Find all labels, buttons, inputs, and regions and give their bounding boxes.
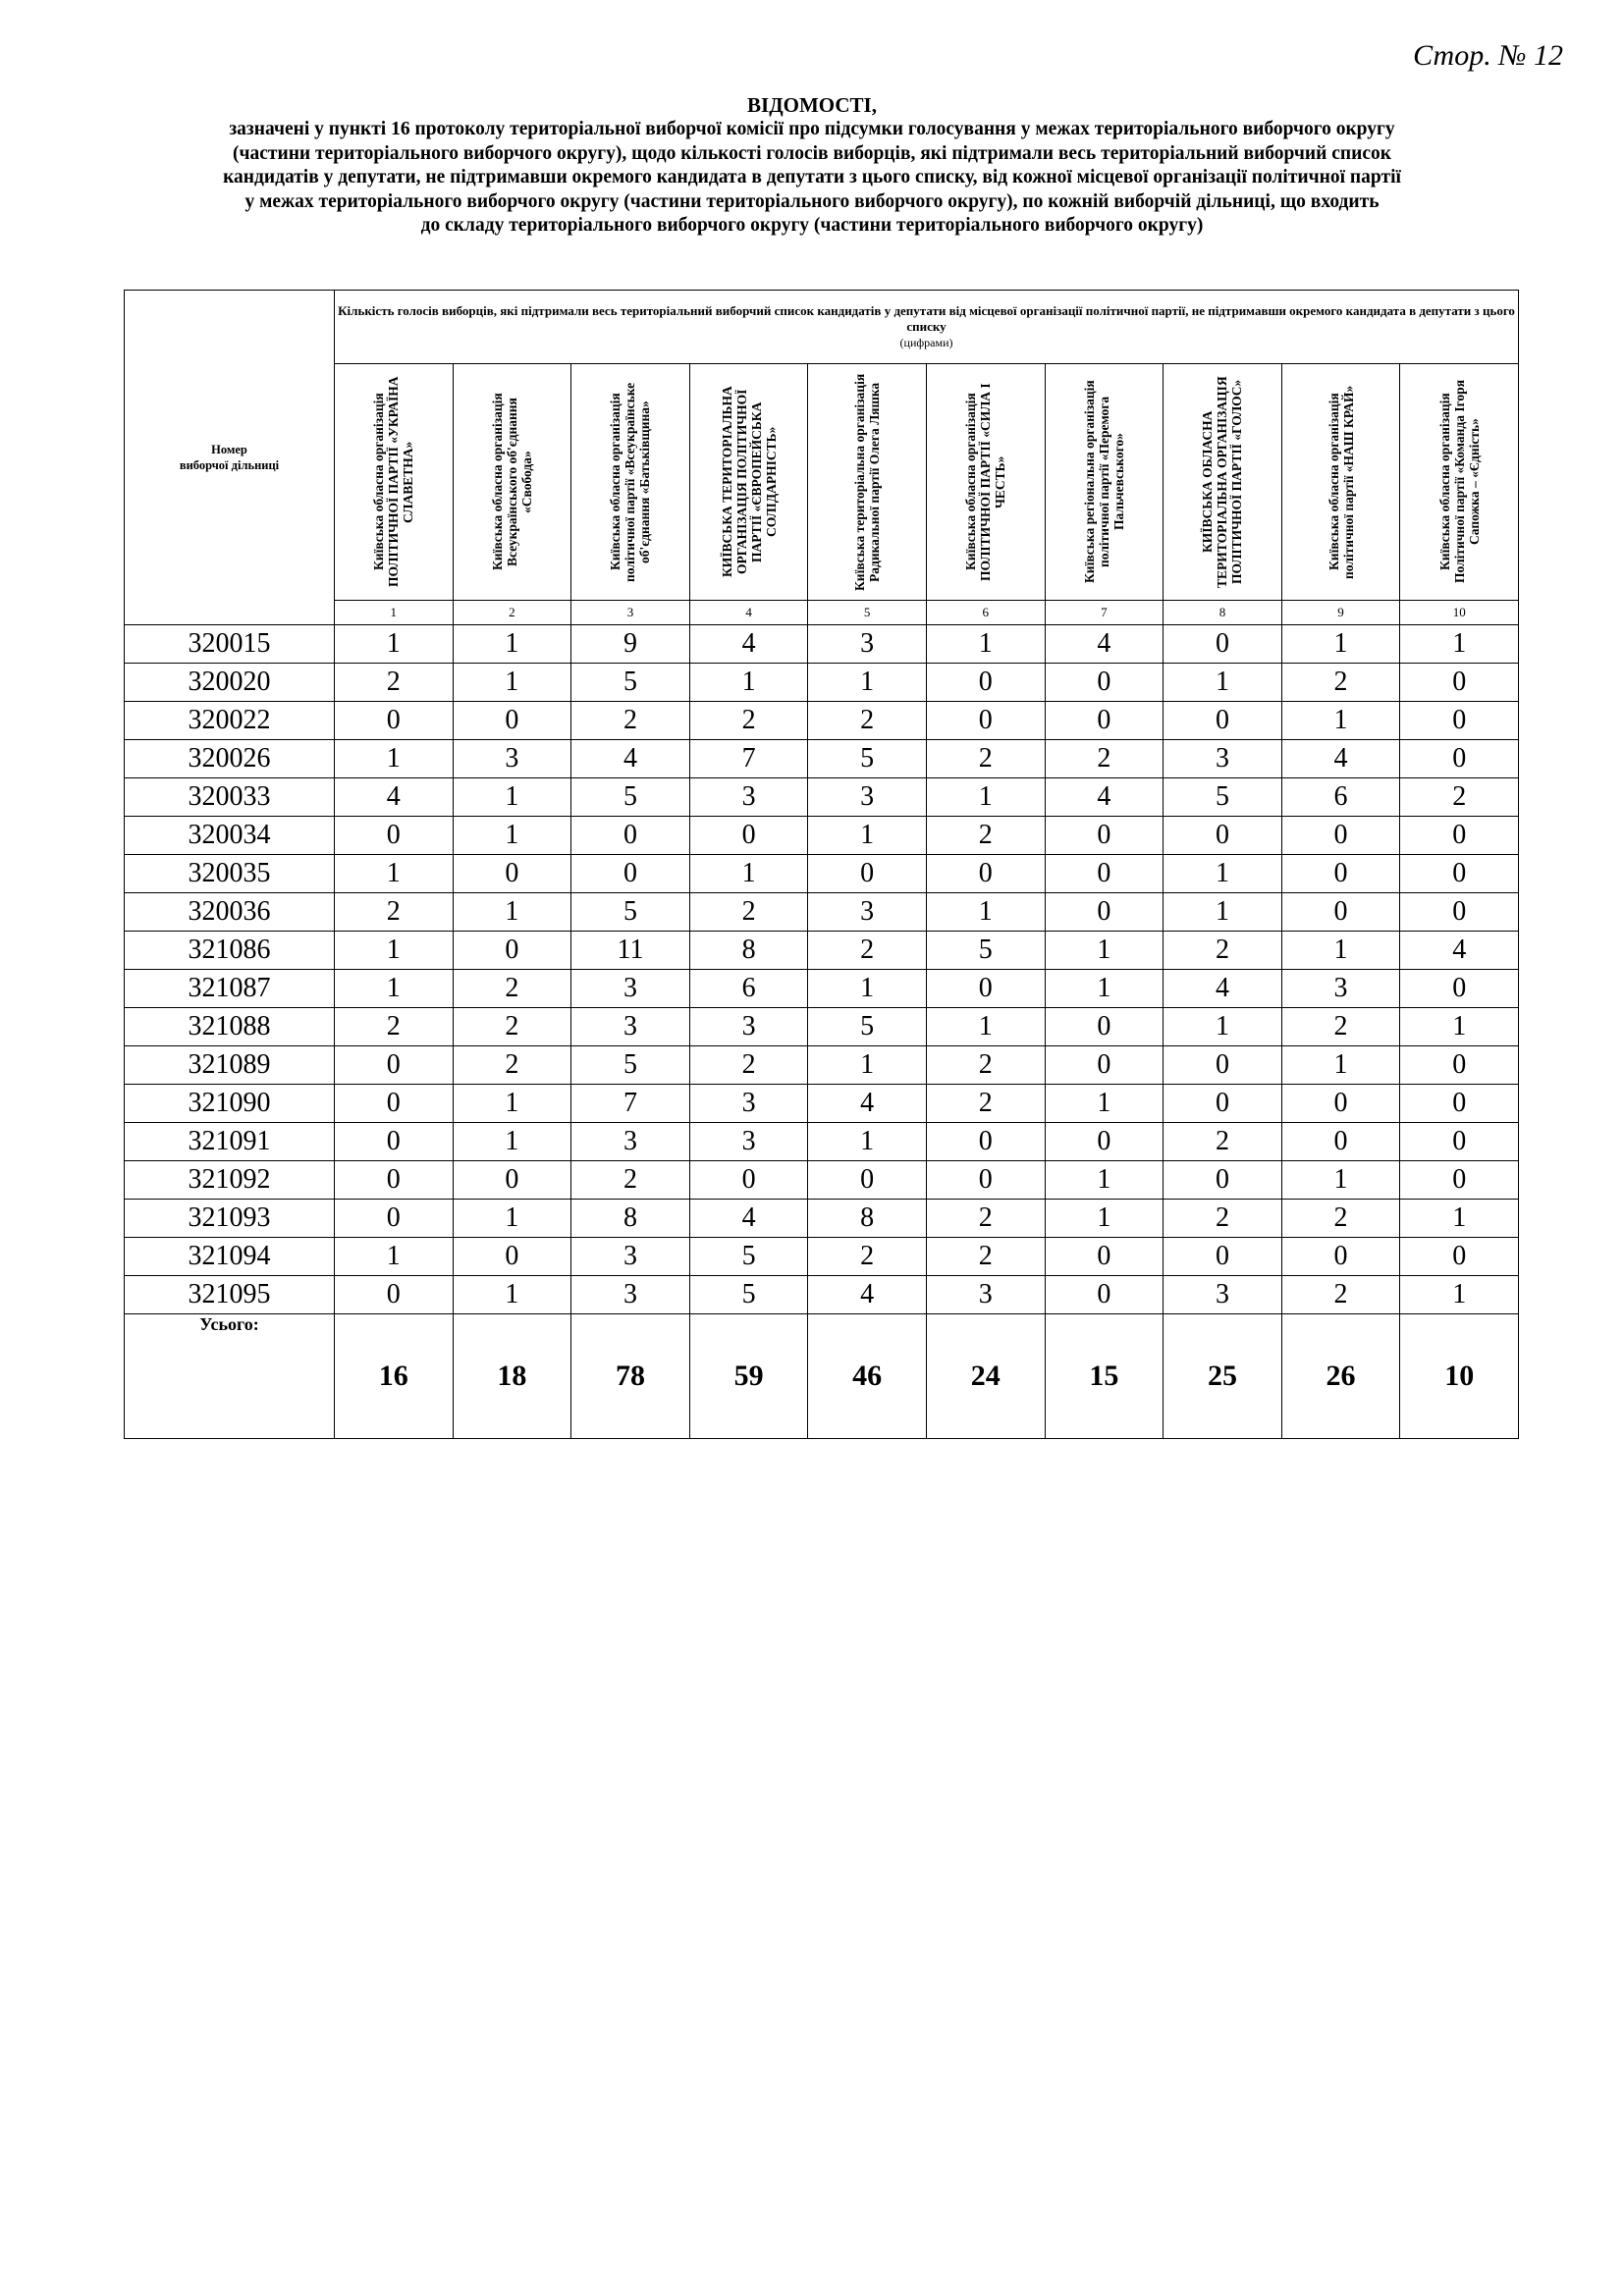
vote-count-cell: 4 <box>689 1200 808 1238</box>
party-name: Київська регіональна організація політичної партії «Перемога Пальчевського» <box>1081 380 1126 584</box>
totals-row <box>125 1314 1519 1439</box>
vote-count-cell: 2 <box>1164 1200 1282 1238</box>
vote-count-cell: 0 <box>1281 893 1400 932</box>
vote-count-cell: 4 <box>808 1085 927 1123</box>
table-header <box>125 291 1519 625</box>
vote-count-cell: 0 <box>335 817 454 855</box>
station-number-cell: 321093 <box>125 1200 335 1238</box>
table-row <box>125 893 1519 932</box>
vote-count-cell: 2 <box>808 1238 927 1276</box>
vote-count-cell: 0 <box>926 970 1045 1008</box>
column-number: 4 <box>689 601 808 625</box>
total-cell: 25 <box>1164 1314 1282 1439</box>
vote-count-cell: 1 <box>453 1123 571 1161</box>
column-number: 10 <box>1400 601 1519 625</box>
document-subtitle-line: (частини територіального виборчого округу), щодо кількості голосів виборців, які підтримали весь територіальний виборчий список <box>232 142 1392 164</box>
station-number-cell: 321094 <box>125 1238 335 1276</box>
vote-count-cell: 3 <box>1164 740 1282 778</box>
vote-count-cell: 0 <box>1281 817 1400 855</box>
vote-count-cell: 11 <box>571 932 690 970</box>
vote-count-cell: 5 <box>571 1046 690 1085</box>
table-row <box>125 1008 1519 1046</box>
vote-count-cell: 0 <box>1281 1123 1400 1161</box>
vote-count-cell: 1 <box>926 893 1045 932</box>
station-number-cell: 321087 <box>125 970 335 1008</box>
total-cell: 15 <box>1045 1314 1164 1439</box>
document-subtitle-line: до складу територіального виборчого округу (частини територіального виборчого округу) <box>420 215 1204 236</box>
vote-count-cell: 2 <box>571 1161 690 1200</box>
vote-count-cell: 3 <box>571 1008 690 1046</box>
table-row <box>125 1200 1519 1238</box>
vote-count-cell: 1 <box>1045 1161 1164 1200</box>
vote-count-cell: 0 <box>335 1276 454 1314</box>
party-name: КИЇВСЬКА ОБЛАСНА ТЕРИТОРІАЛЬНА ОРГАНІЗАЦІЯ ПОЛІТИЧНОЇ ПАРТІЇ «ГОЛОС» <box>1200 376 1245 588</box>
vote-count-cell: 0 <box>453 702 571 740</box>
vote-count-cell: 1 <box>1400 1276 1519 1314</box>
vote-count-cell: 0 <box>1400 702 1519 740</box>
station-number-cell: 321091 <box>125 1123 335 1161</box>
vote-count-cell: 0 <box>1164 1161 1282 1200</box>
table-row <box>125 740 1519 778</box>
vote-count-cell: 0 <box>1045 664 1164 702</box>
vote-count-cell: 4 <box>571 740 690 778</box>
station-header-line: Номер <box>211 443 247 456</box>
vote-count-cell: 1 <box>1164 1008 1282 1046</box>
votes-group-header-note: (цифрами) <box>899 336 953 349</box>
vote-count-cell: 0 <box>1400 893 1519 932</box>
vote-count-cell: 0 <box>689 817 808 855</box>
vote-count-cell: 2 <box>689 702 808 740</box>
vote-count-cell: 3 <box>689 1085 808 1123</box>
vote-count-cell: 2 <box>1281 1276 1400 1314</box>
page-number: Стор. № 12 <box>1413 39 1563 72</box>
vote-count-cell: 0 <box>926 855 1045 893</box>
vote-count-cell: 0 <box>335 702 454 740</box>
vote-count-cell: 4 <box>1164 970 1282 1008</box>
table-row <box>125 625 1519 664</box>
totals-label: Усього: <box>125 1314 335 1439</box>
vote-count-cell: 4 <box>335 778 454 817</box>
table-row <box>125 702 1519 740</box>
vote-count-cell: 0 <box>1164 1046 1282 1085</box>
column-number: 3 <box>571 601 690 625</box>
vote-count-cell: 0 <box>689 1161 808 1200</box>
station-number-cell: 320015 <box>125 625 335 664</box>
vote-count-cell: 1 <box>1281 1161 1400 1200</box>
vote-count-cell: 1 <box>453 817 571 855</box>
vote-count-cell: 1 <box>453 1085 571 1123</box>
vote-count-cell: 3 <box>689 778 808 817</box>
column-number: 9 <box>1281 601 1400 625</box>
vote-count-cell: 0 <box>1281 1085 1400 1123</box>
column-number: 6 <box>926 601 1045 625</box>
vote-count-cell: 0 <box>335 1123 454 1161</box>
vote-count-cell: 2 <box>1045 740 1164 778</box>
vote-count-cell: 2 <box>926 740 1045 778</box>
vote-count-cell: 0 <box>1400 740 1519 778</box>
table-row <box>125 932 1519 970</box>
vote-count-cell: 1 <box>808 970 927 1008</box>
vote-count-cell: 1 <box>926 778 1045 817</box>
party-header-1 <box>335 364 454 601</box>
vote-count-cell: 3 <box>571 1276 690 1314</box>
vote-count-cell: 0 <box>1400 1046 1519 1085</box>
vote-count-cell: 3 <box>926 1276 1045 1314</box>
vote-count-cell: 9 <box>571 625 690 664</box>
party-header-9 <box>1281 364 1400 601</box>
vote-count-cell: 1 <box>1281 702 1400 740</box>
document-heading <box>98 92 1526 239</box>
vote-count-cell: 8 <box>571 1200 690 1238</box>
total-cell: 59 <box>689 1314 808 1439</box>
total-cell: 18 <box>453 1314 571 1439</box>
party-header-3 <box>571 364 690 601</box>
vote-count-cell: 5 <box>689 1238 808 1276</box>
vote-count-cell: 0 <box>1400 970 1519 1008</box>
station-number-cell: 321088 <box>125 1008 335 1046</box>
party-name: КИЇВСЬКА ТЕРИТОРІАЛЬНА ОРГАНІЗАЦІЯ ПОЛІТИЧНОЇ ПАРТІЇ «ЄВРОПЕЙСЬКА СОЛІДАРНІСТЬ» <box>719 386 779 578</box>
vote-count-cell: 1 <box>1400 1200 1519 1238</box>
vote-count-cell: 4 <box>689 625 808 664</box>
column-number: 7 <box>1045 601 1164 625</box>
vote-count-cell: 0 <box>1045 702 1164 740</box>
vote-count-cell: 0 <box>335 1200 454 1238</box>
total-cell: 46 <box>808 1314 927 1439</box>
vote-count-cell: 2 <box>453 1046 571 1085</box>
station-number-cell: 321086 <box>125 932 335 970</box>
table-row <box>125 1123 1519 1161</box>
column-number: 1 <box>335 601 454 625</box>
vote-count-cell: 1 <box>1045 970 1164 1008</box>
document-subtitle-line: кандидатів у депутати, не підтримавши окремого кандидата в депутати з цього списку, від кожної місцевої організації політичної партії <box>223 167 1401 187</box>
party-header-6 <box>926 364 1045 601</box>
vote-count-cell: 0 <box>808 855 927 893</box>
vote-count-cell: 0 <box>453 1161 571 1200</box>
vote-count-cell: 3 <box>808 625 927 664</box>
total-cell: 24 <box>926 1314 1045 1439</box>
vote-count-cell: 0 <box>1164 1085 1282 1123</box>
vote-count-cell: 0 <box>926 1123 1045 1161</box>
vote-count-cell: 5 <box>808 1008 927 1046</box>
table-row <box>125 1085 1519 1123</box>
vote-count-cell: 6 <box>1281 778 1400 817</box>
vote-count-cell: 2 <box>1281 1008 1400 1046</box>
total-cell: 78 <box>571 1314 690 1439</box>
vote-count-cell: 0 <box>335 1046 454 1085</box>
document-subtitle-line: зазначені у пункті 16 протоколу територіальної виборчої комісії про підсумки голосування у межах територіального виборчого округу <box>229 119 1395 139</box>
vote-count-cell: 5 <box>808 740 927 778</box>
vote-count-cell: 1 <box>926 625 1045 664</box>
total-cell: 10 <box>1400 1314 1519 1439</box>
vote-count-cell: 3 <box>1164 1276 1282 1314</box>
vote-count-cell: 2 <box>453 1008 571 1046</box>
party-header-5 <box>808 364 927 601</box>
vote-count-cell: 2 <box>335 664 454 702</box>
vote-count-cell: 4 <box>1281 740 1400 778</box>
vote-count-cell: 8 <box>808 1200 927 1238</box>
vote-count-cell: 1 <box>335 932 454 970</box>
vote-count-cell: 2 <box>926 817 1045 855</box>
vote-count-cell: 0 <box>1045 1123 1164 1161</box>
column-number: 5 <box>808 601 927 625</box>
station-number-cell: 320033 <box>125 778 335 817</box>
party-name: Київська обласна організація Всеукраїнського об'єднання «Свобода» <box>489 393 534 571</box>
vote-count-cell: 6 <box>689 970 808 1008</box>
vote-count-cell: 2 <box>926 1085 1045 1123</box>
party-header-2 <box>453 364 571 601</box>
vote-count-cell: 0 <box>1281 1238 1400 1276</box>
vote-count-cell: 1 <box>453 1276 571 1314</box>
vote-count-cell: 5 <box>571 893 690 932</box>
vote-count-cell: 2 <box>808 702 927 740</box>
vote-count-cell: 1 <box>1045 1085 1164 1123</box>
party-name: Київська обласна організація ПОЛІТИЧНОЇ ПАРТІЇ «УКРАЇНА СЛАВЕТНА» <box>371 376 416 588</box>
station-header-line: виборчої дільниці <box>179 458 280 472</box>
vote-count-cell: 2 <box>335 893 454 932</box>
vote-count-cell: 5 <box>689 1276 808 1314</box>
vote-count-cell: 2 <box>1400 778 1519 817</box>
vote-count-cell: 2 <box>926 1046 1045 1085</box>
vote-count-cell: 8 <box>689 932 808 970</box>
vote-count-cell: 0 <box>453 1238 571 1276</box>
vote-count-cell: 2 <box>926 1238 1045 1276</box>
vote-count-cell: 2 <box>1164 932 1282 970</box>
party-header-10 <box>1400 364 1519 601</box>
station-number-cell: 320036 <box>125 893 335 932</box>
vote-count-cell: 1 <box>808 664 927 702</box>
table-row <box>125 855 1519 893</box>
vote-count-cell: 2 <box>808 932 927 970</box>
vote-count-cell: 0 <box>1045 1276 1164 1314</box>
vote-count-cell: 1 <box>1281 625 1400 664</box>
station-number-cell: 320022 <box>125 702 335 740</box>
results-table <box>124 290 1519 1439</box>
table-row <box>125 970 1519 1008</box>
vote-count-cell: 1 <box>1400 1008 1519 1046</box>
party-header-7 <box>1045 364 1164 601</box>
vote-count-cell: 0 <box>926 1161 1045 1200</box>
total-cell: 16 <box>335 1314 454 1439</box>
document-subtitle-line: у межах територіального виборчого округу (частини територіального виборчого округу), по кожній виборчій дільниці, що входить <box>244 190 1380 212</box>
vote-count-cell: 1 <box>1164 664 1282 702</box>
vote-count-cell: 0 <box>1045 1238 1164 1276</box>
vote-count-cell: 2 <box>1281 664 1400 702</box>
column-number: 2 <box>453 601 571 625</box>
vote-count-cell: 4 <box>1045 625 1164 664</box>
vote-count-cell: 0 <box>1164 817 1282 855</box>
vote-count-cell: 7 <box>571 1085 690 1123</box>
vote-count-cell: 1 <box>453 893 571 932</box>
vote-count-cell: 2 <box>1164 1123 1282 1161</box>
vote-count-cell: 2 <box>689 893 808 932</box>
party-name: Київська обласна організація політичної партії «НАШ КРАЙ» <box>1326 385 1356 579</box>
vote-count-cell: 2 <box>926 1200 1045 1238</box>
party-name: Київська територіальна організація Радикальної партії Олега Ляшка <box>852 373 883 591</box>
vote-count-cell: 3 <box>453 740 571 778</box>
vote-count-cell: 1 <box>808 817 927 855</box>
vote-count-cell: 1 <box>689 855 808 893</box>
vote-count-cell: 1 <box>926 1008 1045 1046</box>
vote-count-cell: 0 <box>926 702 1045 740</box>
vote-count-cell: 0 <box>1400 664 1519 702</box>
vote-count-cell: 1 <box>689 664 808 702</box>
vote-count-cell: 1 <box>335 740 454 778</box>
vote-count-cell: 2 <box>453 970 571 1008</box>
vote-count-cell: 0 <box>335 1161 454 1200</box>
table-row <box>125 1238 1519 1276</box>
vote-count-cell: 0 <box>1045 855 1164 893</box>
table-row <box>125 664 1519 702</box>
vote-count-cell: 4 <box>1400 932 1519 970</box>
party-name: Київська обласна організація Політичної партії «Команда Ігоря Сапожка – «Єдність» <box>1436 380 1482 584</box>
vote-count-cell: 0 <box>1281 855 1400 893</box>
station-number-cell: 321090 <box>125 1085 335 1123</box>
vote-count-cell: 2 <box>571 702 690 740</box>
vote-count-cell: 5 <box>1164 778 1282 817</box>
station-number-cell: 321095 <box>125 1276 335 1314</box>
vote-count-cell: 0 <box>1045 1046 1164 1085</box>
table-row <box>125 1046 1519 1085</box>
vote-count-cell: 3 <box>1281 970 1400 1008</box>
vote-count-cell: 0 <box>1045 817 1164 855</box>
vote-count-cell: 0 <box>571 855 690 893</box>
vote-count-cell: 0 <box>1400 1238 1519 1276</box>
station-number-cell: 321089 <box>125 1046 335 1085</box>
vote-count-cell: 2 <box>335 1008 454 1046</box>
vote-count-cell: 4 <box>808 1276 927 1314</box>
vote-count-cell: 3 <box>571 1123 690 1161</box>
vote-count-cell: 2 <box>689 1046 808 1085</box>
vote-count-cell: 0 <box>1400 1161 1519 1200</box>
vote-count-cell: 0 <box>1045 893 1164 932</box>
vote-count-cell: 1 <box>453 664 571 702</box>
party-name: Київська обласна організація ПОЛІТИЧНОЇ ПАРТІЇ «СИЛА І ЧЕСТЬ» <box>963 383 1008 581</box>
vote-count-cell: 1 <box>335 970 454 1008</box>
vote-count-cell: 1 <box>1164 855 1282 893</box>
vote-count-cell: 0 <box>1400 855 1519 893</box>
vote-count-cell: 3 <box>689 1008 808 1046</box>
vote-count-cell: 0 <box>1164 1238 1282 1276</box>
table-row <box>125 1161 1519 1200</box>
vote-count-cell: 3 <box>808 893 927 932</box>
vote-count-cell: 3 <box>571 970 690 1008</box>
vote-count-cell: 1 <box>808 1123 927 1161</box>
vote-count-cell: 1 <box>1281 1046 1400 1085</box>
vote-count-cell: 1 <box>453 1200 571 1238</box>
vote-count-cell: 1 <box>1164 893 1282 932</box>
station-column-header <box>125 291 335 625</box>
vote-count-cell: 0 <box>926 664 1045 702</box>
vote-count-cell: 3 <box>689 1123 808 1161</box>
station-number-cell: 320035 <box>125 855 335 893</box>
vote-count-cell: 1 <box>1400 625 1519 664</box>
table-row <box>125 778 1519 817</box>
table-body <box>125 625 1519 1314</box>
vote-count-cell: 0 <box>1164 625 1282 664</box>
vote-count-cell: 0 <box>453 855 571 893</box>
station-number-cell: 320034 <box>125 817 335 855</box>
party-header-8 <box>1164 364 1282 601</box>
vote-count-cell: 0 <box>808 1161 927 1200</box>
vote-count-cell: 5 <box>926 932 1045 970</box>
vote-count-cell: 1 <box>335 1238 454 1276</box>
table-row <box>125 1276 1519 1314</box>
table-row <box>125 817 1519 855</box>
party-name: Київська обласна організація політичної партії «Всеукраїнське об'єднання «Батьківщина» <box>608 382 653 582</box>
vote-count-cell: 1 <box>453 778 571 817</box>
vote-count-cell: 5 <box>571 664 690 702</box>
vote-count-cell: 1 <box>808 1046 927 1085</box>
vote-count-cell: 0 <box>335 1085 454 1123</box>
vote-count-cell: 0 <box>1400 817 1519 855</box>
vote-count-cell: 1 <box>335 625 454 664</box>
vote-count-cell: 0 <box>1400 1085 1519 1123</box>
vote-count-cell: 2 <box>1281 1200 1400 1238</box>
table-footer <box>125 1314 1519 1439</box>
vote-count-cell: 1 <box>335 855 454 893</box>
station-number-cell: 321092 <box>125 1161 335 1200</box>
document-title: ВІДОМОСТІ, <box>747 93 877 117</box>
column-number: 8 <box>1164 601 1282 625</box>
votes-group-header-text: Кількість голосів виборців, які підтримали весь територіальний виборчий список кандидатів у депутати від місцевої організації політичної партії, не підтримавши окремого кандидата в депутати з цього списку <box>338 303 1515 334</box>
vote-count-cell: 1 <box>453 625 571 664</box>
station-number-cell: 320026 <box>125 740 335 778</box>
vote-count-cell: 5 <box>571 778 690 817</box>
party-header-4 <box>689 364 808 601</box>
station-number-cell: 320020 <box>125 664 335 702</box>
vote-count-cell: 0 <box>1164 702 1282 740</box>
vote-count-cell: 0 <box>571 817 690 855</box>
vote-count-cell: 4 <box>1045 778 1164 817</box>
vote-count-cell: 1 <box>1045 1200 1164 1238</box>
vote-count-cell: 7 <box>689 740 808 778</box>
vote-count-cell: 0 <box>1400 1123 1519 1161</box>
vote-count-cell: 1 <box>1281 932 1400 970</box>
vote-count-cell: 3 <box>808 778 927 817</box>
vote-count-cell: 0 <box>453 932 571 970</box>
vote-count-cell: 3 <box>571 1238 690 1276</box>
votes-group-header <box>335 291 1519 364</box>
vote-count-cell: 0 <box>1045 1008 1164 1046</box>
vote-count-cell: 1 <box>1045 932 1164 970</box>
total-cell: 26 <box>1281 1314 1400 1439</box>
